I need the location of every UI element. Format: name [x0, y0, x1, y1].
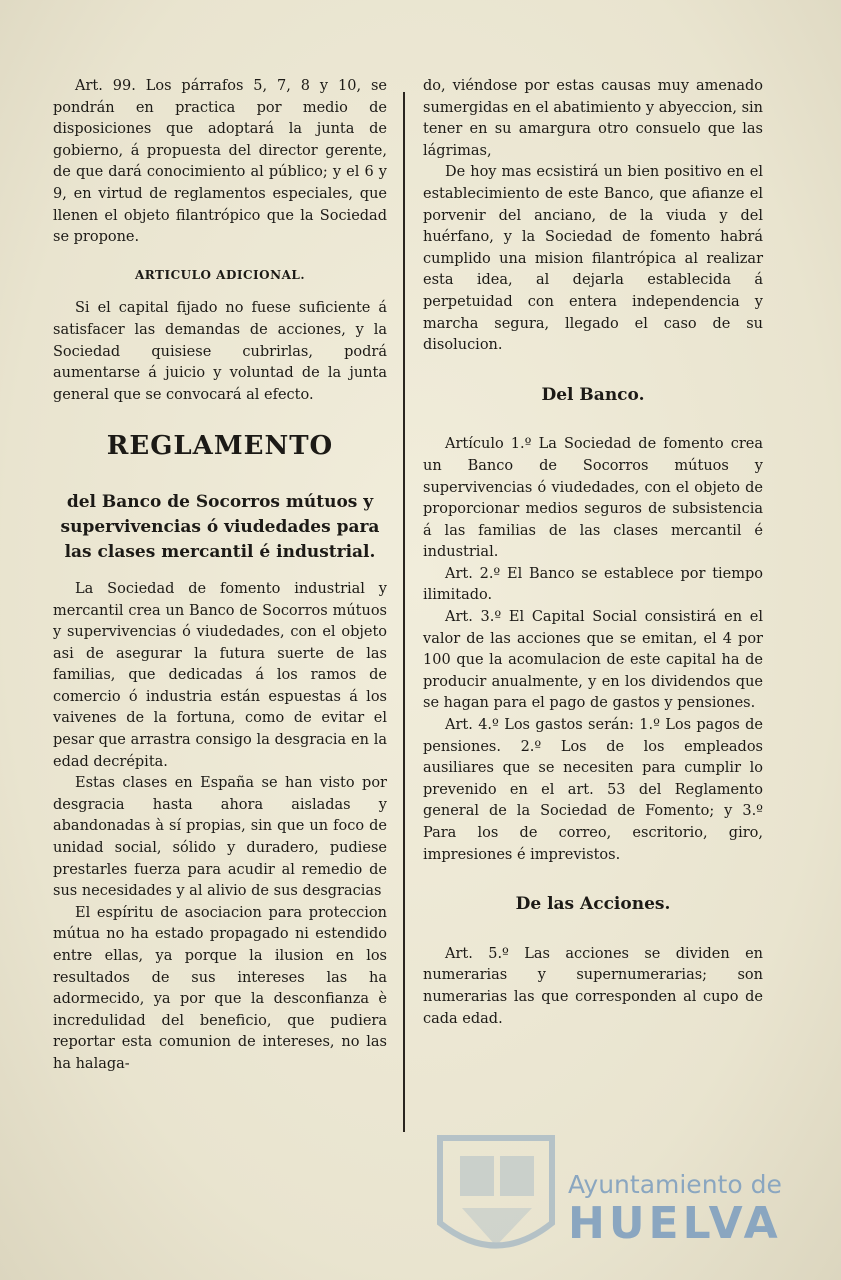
reglamento-subtitle: del Banco de Socorros mútuos y supervivencias ó viudedades para las clases mercantil é industrial.: [60, 491, 380, 562]
intro-paragraph-3: El espíritu de asociacion para proteccion mútua no ha estado propagado ni estendido entre ellas, ya porque la ilusion en los resultados de sus intereses las ha adormecido, ya por que la desconfianza è incredulidad del beneficio, que pudiera reportar esta comunion de intereses, no las ha halaga-: [53, 904, 387, 1072]
column-divider: [403, 92, 405, 1132]
right-column: [423, 76, 763, 1030]
article-3: Art. 3.º El Capital Social consistirá en el valor de las acciones que se emitan, el 4 por 100 que la acomulacion de este capital ha de producir anualmente, y en los dividendos que se hagan para el pago de gastos y pensiones.: [423, 609, 763, 712]
adicional-text: Si el capital fijado no fuese suficiente á satisfacer las demandas de acciones, y la Sociedad quisiese cubrirlas, podrá aumentarse á juicio y voluntad de la junta general que se convocará al efecto.: [53, 300, 387, 403]
acciones-heading: De las Acciones.: [515, 894, 671, 915]
adicional-heading: ARTICULO ADICIONAL.: [134, 267, 306, 282]
watermark-line-1: Ayuntamiento de: [568, 1170, 782, 1199]
article-99: Art. 99. Los párrafos 5, 7, 8 y 10, se pondrán en practica por medio de disposiciones que adoptará la junta de gobierno, á propuesta del director gerente, de que dará conocimiento al público; y el 6 y 9, en virtud de reglamentos especiales, que llenen el objeto filantrópico que la Sociedad se propone.: [53, 78, 387, 246]
watermark-line-2: HUELVA: [568, 1198, 782, 1249]
intro-paragraph-1: La Sociedad de fomento industrial y mercantil crea un Banco de Socorros mútuos y supervivencias ó viudedades, con el objeto asi de asegurar la futura suerte de las familias, que dedicadas á los ramos de comercio ó industria están espuestas á los vaivenes de la fortuna, como de evitar el pesar que arrastra consigo la desgracia en la edad decrépita.: [53, 580, 387, 770]
banco-heading: Del Banco.: [541, 384, 645, 405]
reglamento-title: REGLAMENTO: [106, 431, 334, 462]
article-2: Art. 2.º El Banco se establece por tiempo ilimitado.: [423, 565, 763, 604]
article-5: Art. 5.º Las acciones se dividen en numerarias y supernumerarias; son numerarias las que corresponden al cupo de cada edad.: [423, 945, 763, 1027]
continued-paragraph: do, viéndose por estas causas muy amenado sumergidas en el abatimiento y abyeccion, sin tener en su amargura otro consuelo que las lágrimas,: [423, 78, 763, 159]
article-4: Art. 4.º Los gastos serán: 1.º Los pagos de pensiones. 2.º Los de los empleados ausiliares que se necesiten para cumplir lo prevenido en el art. 53 del Reglamento general de la Sociedad de Fomento; y 3.º Para los de correo, escritorio, giro, impresiones é imprevistos.: [423, 717, 763, 863]
intro-paragraph-2: Estas clases en España se han visto por desgracia hasta ahora aisladas y abandonadas à sí propias, sin que un foco de unidad social, sólido y duradero, pudiese prestarles fuerza para acudir al remedio de sus necesidades y al alivio de sus desgracias: [53, 775, 387, 900]
left-column: [53, 76, 387, 1076]
hoy-paragraph: De hoy mas ecsistirá un bien positivo en el establecimiento de este Banco, que afianze el porvenir del anciano, de la viuda y del huérfano, y la Sociedad de fomento habrá cumplido una mision filantrópica al realizar esta idea, al dejarla establecida á perpetuidad con entera independencia y marcha segura, llegado el caso de su disolucion.: [423, 164, 763, 354]
article-1: Artículo 1.º La Sociedad de fomento crea un Banco de Socorros mútuos y supervivencias ó viudedades, con el objeto de proporcionar medios seguros de subsistencia á las familias de las clases mercantil é industrial.: [423, 436, 763, 561]
